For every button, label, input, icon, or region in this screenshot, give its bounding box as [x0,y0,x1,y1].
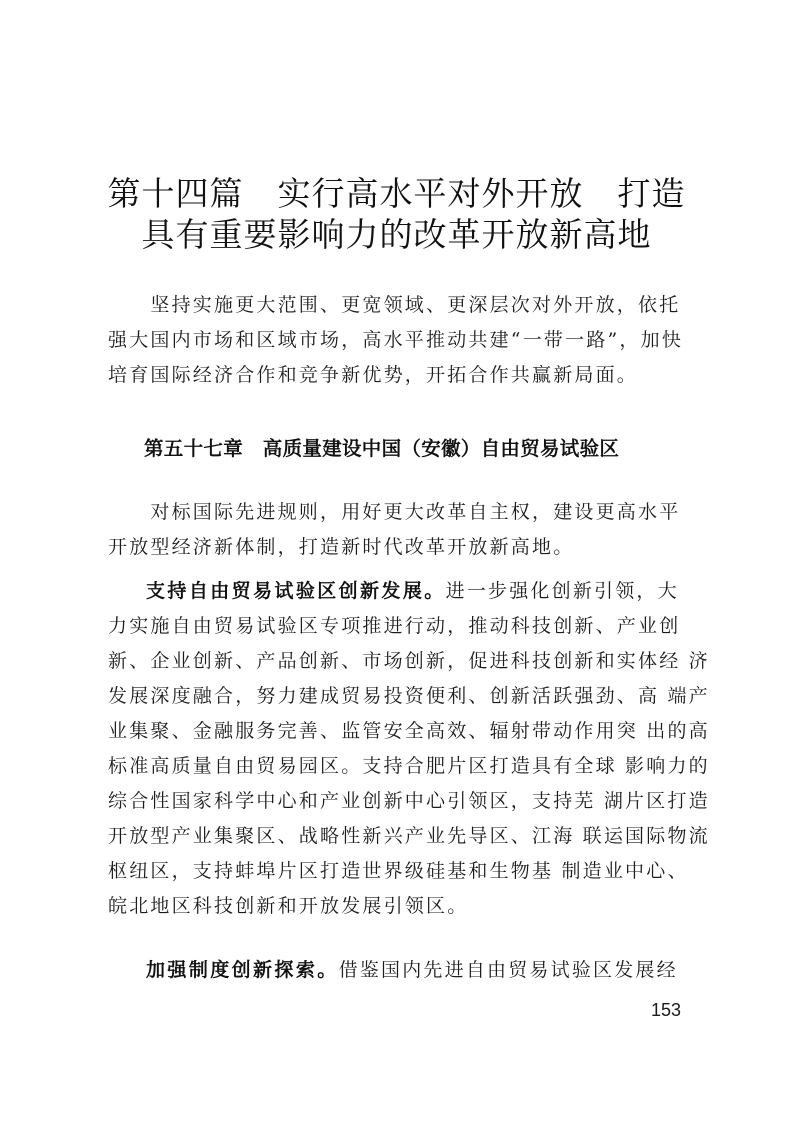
part-title-line-2: 具有重要影响力的改革开放新高地 [141,215,652,254]
section-line: 枢纽区，支持蚌埠片区打造世界级硅基和生物基 制造业中心、 [108,860,689,882]
section-line: 综合性国家科学中心和产业创新中心引领区，支持芜 湖片区打造 [108,790,710,812]
intro-line: 坚持实施更大范围、更宽领域、更深层次对外开放，依托 [108,294,681,316]
section-line: 皖北地区科技创新和开放发展引领区。 [108,895,469,917]
section-text: 借鉴国内先进自由贸易试验区发展经 [338,959,678,981]
section-text: 进一步强化创新引领，大 [445,580,679,602]
intro-line: 强大国内市场和区域市场，高水平推动共建“一带一路”，加快 [108,329,684,351]
section-line: 标准高质量自由贸易园区。支持合肥片区打造具有全球 影响力的 [108,755,710,777]
section-line: 新、企业创新、产品创新、市场创新，促进科技创新和实体经 济 [108,650,710,672]
section-heading: 加强制度创新探索。 [146,959,339,981]
section-heading: 支持自由贸易试验区创新发展。 [146,580,446,602]
page-number: 153 [651,1000,682,1020]
section-line: 力实施自由贸易试验区专项推进行动，推动科技创新、产业创 [108,615,681,637]
section-line: 开放型产业集聚区、战略性新兴产业先导区、江海 联运国际物流 [108,825,710,847]
chapter-intro-line: 开放型经济新体制，打造新时代改革开放新高地。 [108,536,575,558]
chapter-title: 第五十七章 高质量建设中国（安徽）自由贸易试验区 [144,437,620,460]
section-line: 发展深度融合，努力建成贸易投资便利、创新活跃强劲、高 端产 [108,685,710,707]
section-line: 业集聚、金融服务完善、监管安全高效、辐射带动作用突 出的高 [108,720,710,742]
part-title-line-1: 第十四篇 实行高水平对外开放 打造 [107,174,686,213]
section-first-line [108,952,678,988]
section-first-line [108,573,679,609]
intro-line: 培育国际经济合作和竞争新优势，开拓合作共赢新局面。 [108,364,639,386]
chapter-intro-line: 对标国际先进规则，用好更大改革自主权，建设更高水平 [108,501,681,523]
